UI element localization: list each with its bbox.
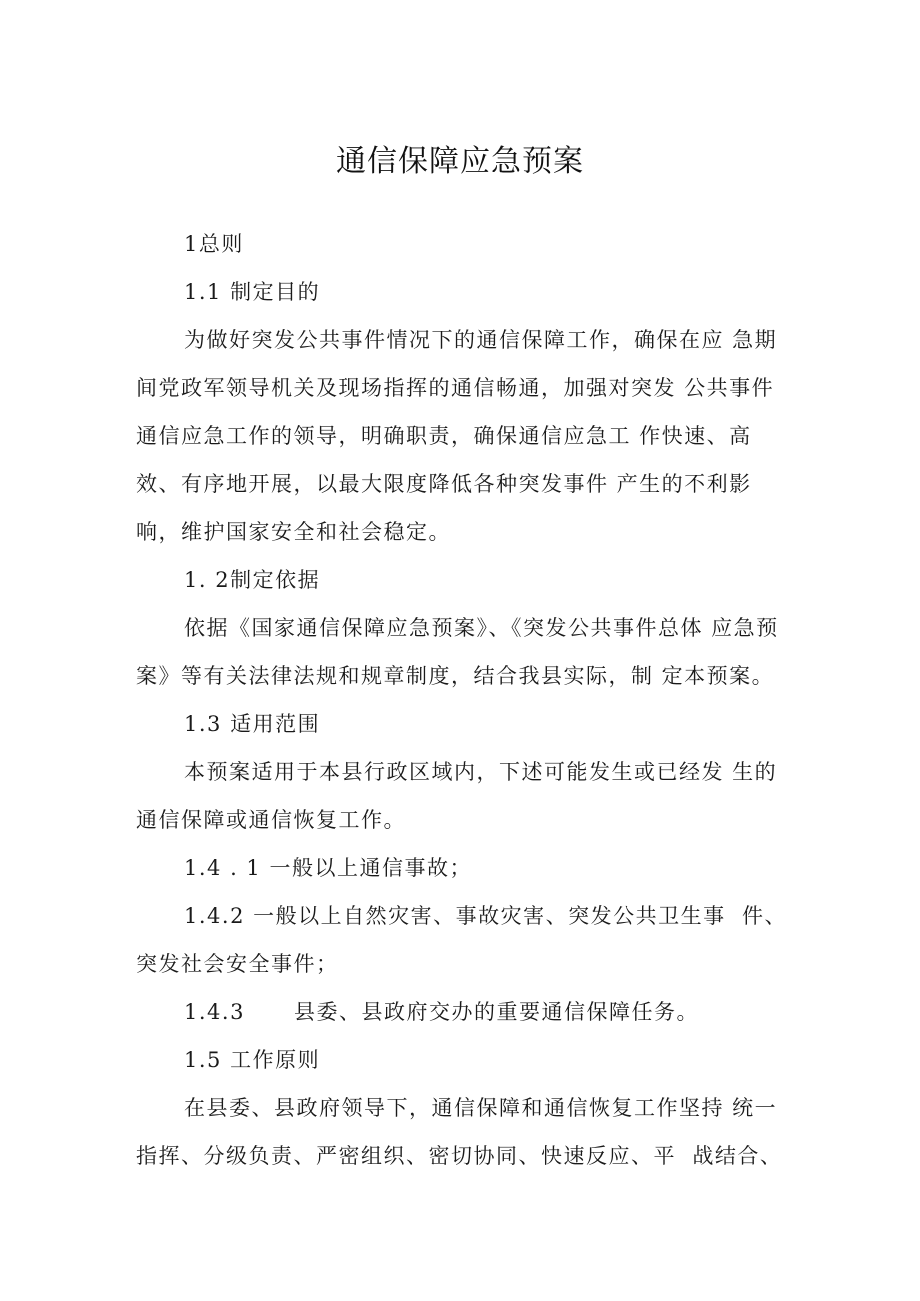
document-body [136, 220, 796, 1180]
paragraph-basis: 依据《国家通信保障应急预案》、《突发公共事件总体 应急预案》等有关法律法规和规章制度，结合我县实际，制 定本预案。 [136, 616, 779, 688]
section-heading-principles: 1.5 工作原则 [184, 1048, 321, 1072]
section-heading-basis: 1. 2制定依据 [184, 568, 321, 592]
list-item-scope-1: 1.4 . 1 一般以上通信事故； [184, 856, 472, 880]
list-item-scope-3: 1.4.3 县委、县政府交办的重要通信保障任务。 [184, 1000, 699, 1024]
paragraph-principles: 在县委、县政府领导下，通信保障和通信恢复工作坚持 统一指挥、分级负责、严密组织、密切协同、快速反应、平 战结合、 [136, 1096, 783, 1168]
paragraph-purpose: 为做好突发公共事件情况下的通信保障工作，确保在应 急期间党政军领导机关及现场指挥的通信畅通，加强对突发 公共事件通信应急工作的领导，明确职责，确保通信应急工 作快速、高效、有序地开展，以最大限度降低各种突发事件 产生的不利影响，维护国家安全和社会稳定。 [136, 328, 778, 544]
section-heading-scope: 1.3 适用范围 [184, 712, 321, 736]
list-item-scope-2: 1.4.2 一般以上自然灾害、事故灾害、突发公共卫生事 件、突发社会安全事件； [136, 904, 787, 976]
document-title: 通信保障应急预案 [336, 144, 584, 179]
paragraph-scope: 本预案适用于本县行政区域内，下述可能发生或已经发 生的通信保障或通信恢复工作。 [136, 760, 778, 832]
section-heading-general: 1总则 [184, 232, 244, 256]
section-heading-purpose: 1.1 制定目的 [184, 280, 321, 304]
